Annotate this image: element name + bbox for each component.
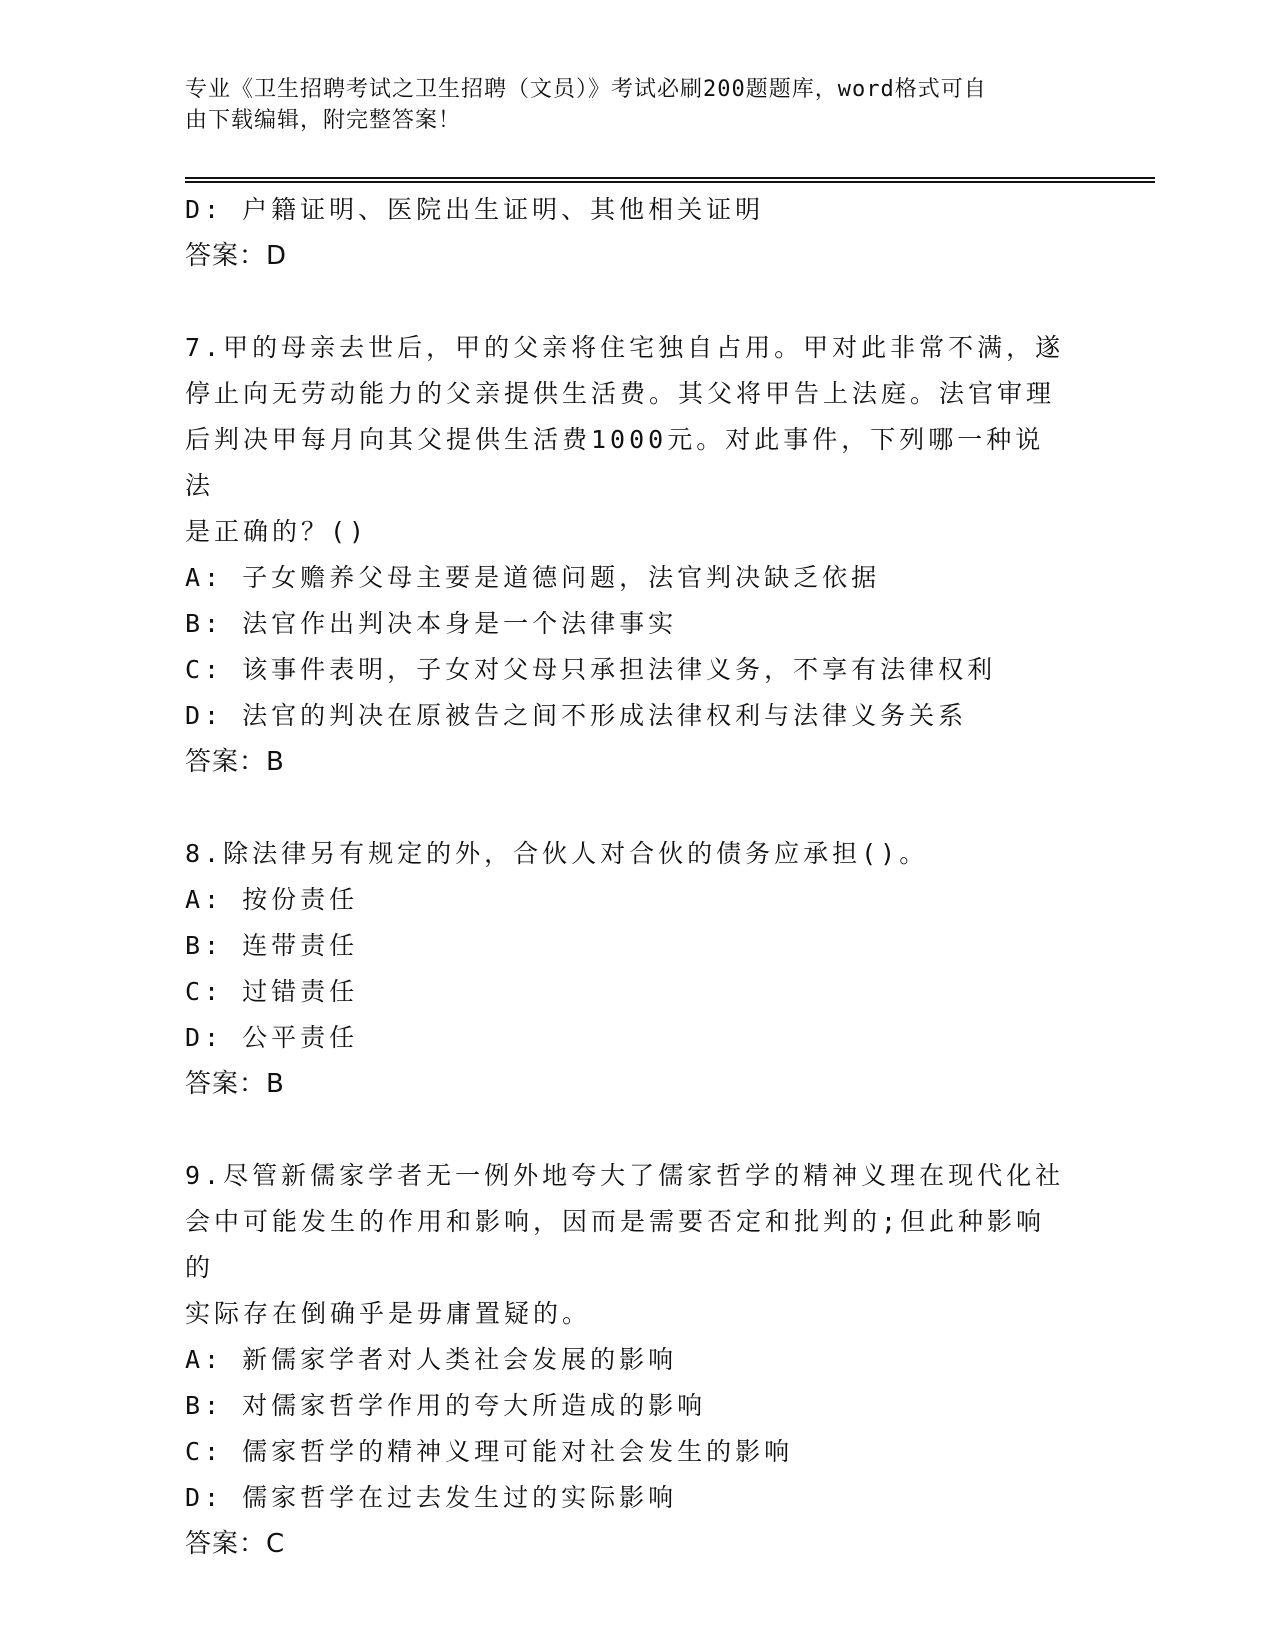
question-stem (185, 325, 1065, 555)
option-a: A: 按份责任 (185, 885, 359, 914)
answer-line: 答案：B (185, 747, 285, 777)
option-d: D: 公平责任 (185, 1023, 359, 1052)
option-b: B: 法官作出判决本身是一个法律事实 (185, 609, 678, 638)
option-b: B: 连带责任 (185, 931, 359, 960)
stem-line: 实际存在倒确乎是毋庸置疑的。 (185, 1299, 592, 1328)
question-8 (185, 831, 1085, 1107)
option-c: C: 该事件表明，子女对父母只承担法律义务，不享有法律权利 (185, 655, 997, 684)
option-a: A: 子女赡养父母主要是道德问题，法官判决缺乏依据 (185, 563, 881, 592)
header-line-1: 专业《卫生招聘考试之卫生招聘（文员）》考试必刷200题题库，word格式可自 (185, 77, 987, 102)
spacer (185, 1107, 1085, 1153)
stem-line: 7.甲的母亲去世后，甲的父亲将住宅独自占用。甲对此非常不满，遂 (185, 333, 1065, 362)
document-content (185, 187, 1085, 1567)
stem-line: 停止向无劳动能力的父亲提供生活费。其父将甲告上法庭。法官审理 (185, 379, 1056, 408)
question-stem (185, 1153, 1065, 1337)
option-d: D: 儒家哲学在过去发生过的实际影响 (185, 1483, 678, 1512)
answer-line: 答案：C (185, 1529, 286, 1559)
spacer (185, 785, 1085, 831)
option-c: C: 过错责任 (185, 977, 359, 1006)
header-rule-bottom (185, 181, 1155, 183)
spacer (185, 279, 1085, 325)
document-header (185, 74, 1085, 136)
question-7 (185, 325, 1085, 785)
answer-line: 答案：B (185, 1069, 285, 1099)
header-rule-top (185, 177, 1155, 179)
option-b: B: 对儒家哲学作用的夸大所造成的影响 (185, 1391, 707, 1420)
stem-line: 会中可能发生的作用和影响，因而是需要否定和批判的;但此种影响的 (185, 1207, 1046, 1282)
option-c: C: 儒家哲学的精神义理可能对社会发生的影响 (185, 1437, 794, 1466)
header-line-2: 由下载编辑，附完整答案！ (185, 108, 462, 133)
stem-line: 9.尽管新儒家学者无一例外地夸大了儒家哲学的精神义理在现代化社 (185, 1161, 1065, 1190)
answer-line: 答案：D (185, 241, 288, 271)
question-stem (185, 831, 1065, 877)
stem-line: 是正确的？() (185, 517, 369, 546)
option-d: D: 法官的判决在原被告之间不形成法律权利与法律义务关系 (185, 701, 968, 730)
stem-line: 后判决甲每月向其父提供生活费1000元。对此事件，下列哪一种说法 (185, 425, 1045, 500)
stem-line: 8.除法律另有规定的外，合伙人对合伙的债务应承担()。 (185, 839, 929, 868)
option-a: A: 新儒家学者对人类社会发展的影响 (185, 1345, 678, 1374)
previous-question-tail (185, 187, 1085, 279)
question-9 (185, 1153, 1085, 1567)
option-d: D: 户籍证明、医院出生证明、其他相关证明 (185, 195, 765, 224)
